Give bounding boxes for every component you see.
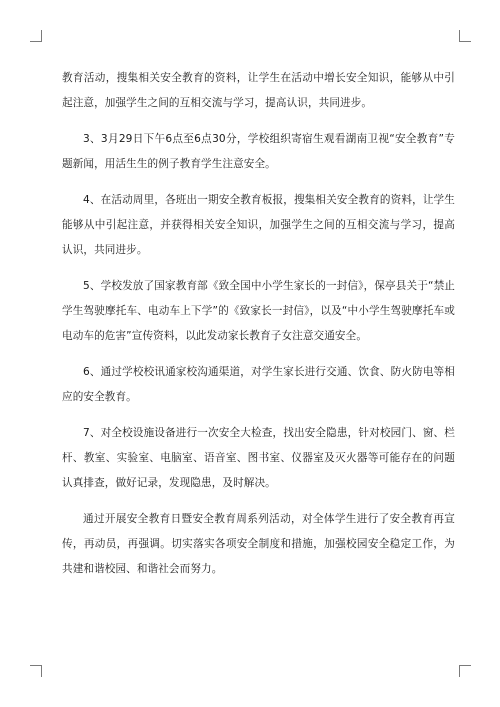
crop-mark-top-right (459, 30, 471, 42)
paragraph-item-5: 5、学校发放了国家教育部《致全国中小学生家长的一封信》，保亭县关于“禁止学生驾驶摩托车、电动车上下学”的《致家长一封信》，以及“中小学生驾驶摩托车或电动车的危害”宣传资料，以此发动家长教育子女注意交通安全。 (62, 280, 455, 342)
paragraph-continued: 教育活动，搜集相关安全教育的资料，让学生在活动中增长安全知识，能够从中引起注意，加强学生之间的互相交流与学习，提高认识，共同进步。 (62, 72, 455, 109)
paragraph-conclusion: 通过开展安全教育日暨安全教育周系列活动，对全体学生进行了安全教育再宣传，再动员，再强调。切实落实各项安全制度和措施，加强校园安全稳定工作，为共建和谐校园、和谐社会而努力。 (62, 513, 455, 575)
paragraph-item-3: 3、3月29日下午6点至6点30分，学校组织寄宿生观看湖南卫视“安全教育”专题新闻，用活生生的例子教育学生注意安全。 (62, 133, 455, 170)
document-body (62, 66, 455, 582)
crop-mark-top-left (30, 30, 42, 42)
crop-mark-bottom-left (30, 665, 42, 677)
paragraph-item-4: 4、在活动周里，各班出一期安全教育板报，搜集相关安全教育的资料，让学生能够从中引起注意，并获得相关安全知识，加强学生之间的互相交流与学习，提高认识，共同进步。 (62, 194, 455, 256)
paragraph-item-7: 7、对全校设施设备进行一次安全大检查，找出安全隐患，针对校园门、窗、栏杆、教室、实验室、电脑室、语音室、图书室、仪器室及灭火器等可能存在的问题认真排查，做好记录，发现隐患，及时解决。 (62, 427, 455, 489)
crop-mark-bottom-right (459, 665, 471, 677)
paragraph-item-6: 6、通过学校校讯通家校沟通渠道，对学生家长进行交通、饮食、防火防电等相应的安全教育。 (62, 366, 455, 403)
